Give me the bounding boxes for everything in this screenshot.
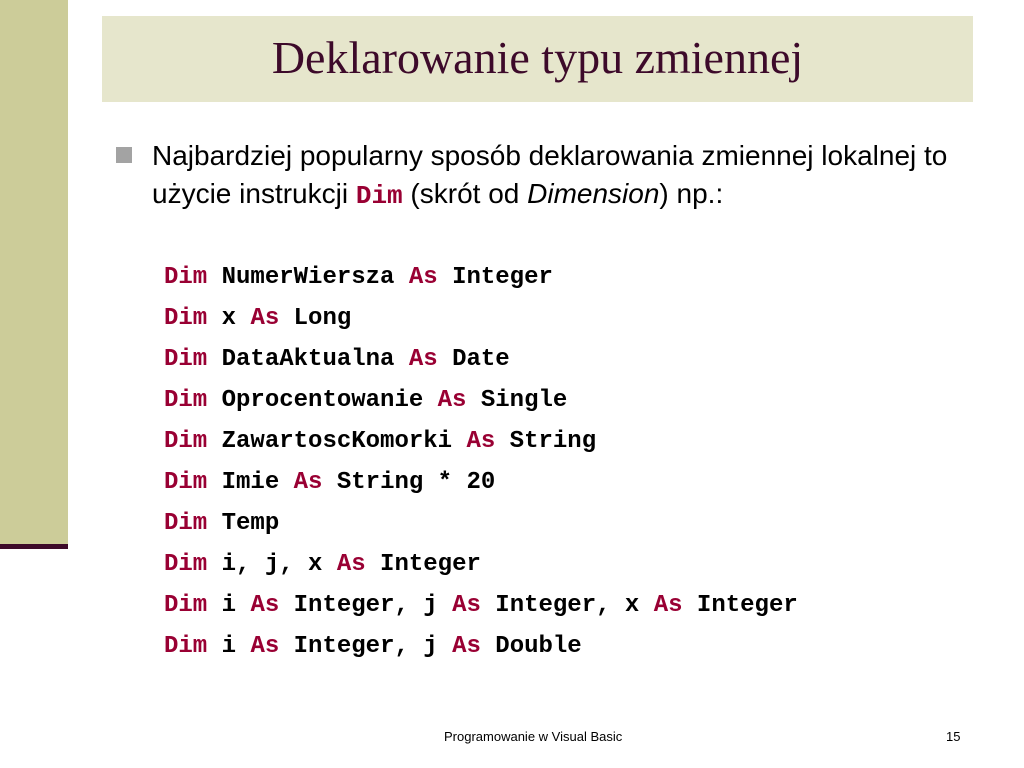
code-line xyxy=(164,548,798,589)
code-keyword: As xyxy=(408,264,438,291)
code-text: i xyxy=(207,592,251,619)
code-text: ZawartoscKomorki xyxy=(207,428,467,455)
code-text: Single xyxy=(466,387,568,414)
code-line xyxy=(164,589,798,630)
code-line xyxy=(164,384,798,425)
code-keyword: As xyxy=(452,633,481,660)
code-keyword: As xyxy=(250,305,280,332)
code-keyword: As xyxy=(293,469,323,496)
code-keyword: Dim xyxy=(164,264,208,291)
code-text: Integer xyxy=(682,592,798,619)
code-line xyxy=(164,630,798,671)
code-keyword: As xyxy=(452,592,481,619)
code-block xyxy=(164,261,798,671)
code-text: String xyxy=(495,428,597,455)
code-text: Integer xyxy=(365,551,481,578)
bullet-text-part-2: (skrót od xyxy=(402,178,528,209)
code-keyword: Dim xyxy=(164,633,208,660)
code-text: Double xyxy=(480,633,582,660)
code-text: Oprocentowanie xyxy=(207,387,438,414)
bullet-keyword: Dim xyxy=(355,181,403,211)
code-text: Date xyxy=(437,346,510,373)
code-keyword: Dim xyxy=(164,469,208,496)
code-keyword: Dim xyxy=(164,305,208,332)
code-keyword: As xyxy=(336,551,366,578)
code-text: DataAktualna xyxy=(207,346,409,373)
side-bar-decoration xyxy=(0,0,68,544)
code-line xyxy=(164,261,798,302)
code-keyword: Dim xyxy=(164,592,208,619)
code-text: Imie xyxy=(207,469,294,496)
code-text: Long xyxy=(279,305,352,332)
code-keyword: Dim xyxy=(164,387,208,414)
code-text: i xyxy=(207,633,251,660)
code-keyword: As xyxy=(653,592,683,619)
code-keyword: Dim xyxy=(164,551,208,578)
code-line xyxy=(164,302,798,343)
code-line xyxy=(164,425,798,466)
code-text: Integer, x xyxy=(480,592,654,619)
square-bullet-icon xyxy=(116,147,132,163)
code-keyword: Dim xyxy=(164,346,208,373)
code-keyword: Dim xyxy=(164,428,208,455)
code-text: Integer, j xyxy=(279,592,453,619)
code-text: Temp xyxy=(207,510,280,537)
code-keyword: As xyxy=(250,592,280,619)
bullet-italic: Dimension xyxy=(527,178,660,209)
code-keyword: As xyxy=(437,387,467,414)
footer-title: Programowanie w Visual Basic xyxy=(444,729,623,744)
code-keyword: Dim xyxy=(164,510,208,537)
code-line xyxy=(164,507,798,548)
code-text: String * 20 xyxy=(322,469,496,496)
code-text: x xyxy=(207,305,251,332)
slide-title: Deklarowanie typu zmiennej xyxy=(271,31,804,83)
bullet-text-part-3: ) np.: xyxy=(659,178,724,209)
code-text: NumerWiersza xyxy=(207,264,409,291)
title-box xyxy=(102,16,973,102)
code-keyword: As xyxy=(250,633,280,660)
code-text: Integer, j xyxy=(279,633,453,660)
page-number: 15 xyxy=(946,729,961,744)
code-keyword: As xyxy=(408,346,438,373)
bullet-text-part-1: Najbardziej popularny sposób deklarowania zmiennej lokalnej to użycie instrukcji xyxy=(152,140,948,209)
side-bar-underline xyxy=(0,544,68,549)
code-line xyxy=(164,343,798,384)
code-line xyxy=(164,466,798,507)
code-text: i, j, x xyxy=(207,551,337,578)
bullet-text xyxy=(152,137,982,215)
code-text: Integer xyxy=(437,264,553,291)
code-keyword: As xyxy=(466,428,496,455)
